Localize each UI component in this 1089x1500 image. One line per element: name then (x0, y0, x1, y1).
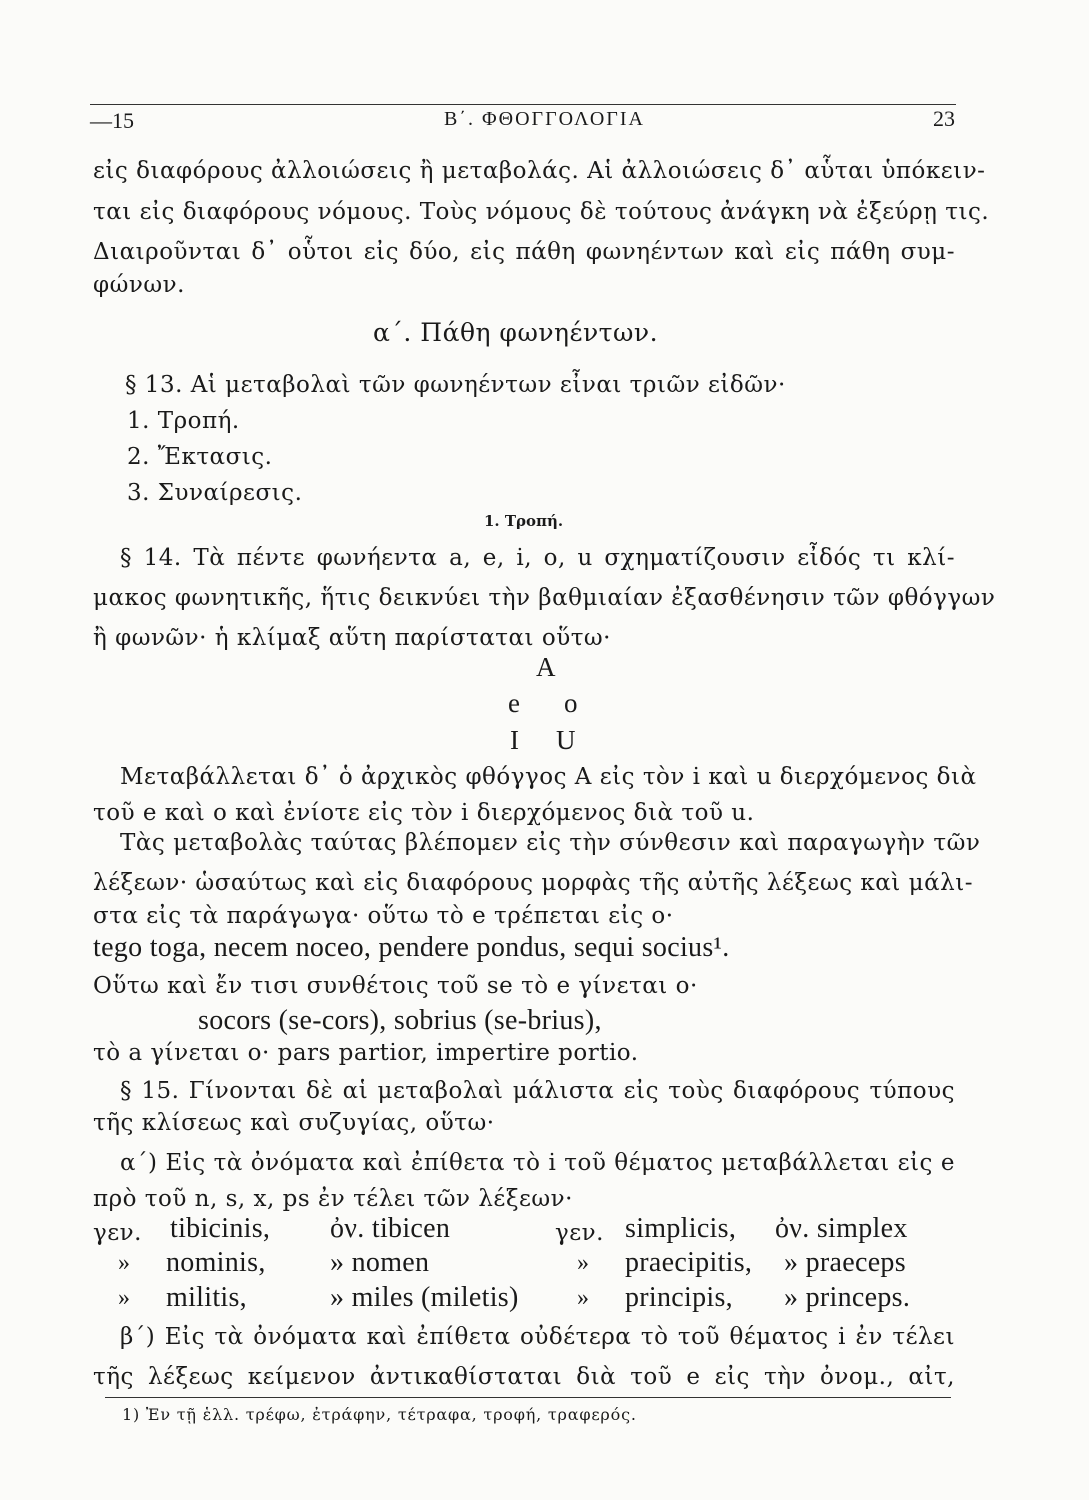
text-line: μακος φωνητικῆς, ἥτις δεικνύει τὴν βαθμιαίαν ἐξασθένησιν τῶν φθόγγων (93, 585, 996, 611)
table-cell: principis, (625, 1282, 733, 1313)
list-item: 1. Τροπή. (127, 408, 240, 434)
table-cell: praecipitis, (625, 1247, 753, 1278)
text-line: β΄) Εἰς τὰ ὀνόματα καὶ ἐπίθετα οὐδέτερα τὸ τοῦ θέματος i ἐν τέλει (120, 1324, 955, 1350)
text-line: τὸ a γίνεται o· pars partior, impertire portio. (93, 1040, 639, 1066)
text-line: Μεταβάλλεται δ᾽ ὁ ἀρχικὸς φθόγγος A εἰς τὸν i καὶ u διερχόμενος διὰ (120, 764, 977, 790)
table-cell: » miles (miletis) (330, 1282, 519, 1313)
table-cell: » (118, 1250, 131, 1276)
table-cell: γεν. (555, 1220, 604, 1246)
text-line: Οὕτω καὶ ἔν τισι συνθέτοις τοῦ se τὸ e γίνεται o· (93, 973, 698, 999)
text-line: τοῦ e καὶ o καὶ ἐνίοτε εἰς τὸν i διερχόμενος διὰ τοῦ u. (93, 800, 755, 826)
text-line: ται εἰς διαφόρους νόμους. Τοὺς νόμους δὲ τούτους ἀνάγκη νὰ ἐξεύρῃ τις. (93, 199, 990, 225)
latin-examples: tego toga, necem noceo, pendere pondus, sequi socius¹. (93, 932, 730, 963)
table-cell: » (577, 1285, 590, 1311)
table-cell: simplicis, (625, 1213, 737, 1244)
page-number: 23 (933, 106, 955, 131)
table-cell: » (118, 1285, 131, 1311)
text-line: φώνων. (93, 272, 185, 298)
table-cell: » princeps. (784, 1282, 911, 1313)
footnote: 1) Ἐν τῇ ἑλλ. τρέφω, ἐτράφην, τέτραφα, τροφή, τραφερός. (122, 1405, 637, 1424)
list-item: 2. Ἔκτασις. (127, 444, 273, 470)
table-cell: ὀν. simplex (775, 1213, 908, 1244)
text-line: στα εἰς τὰ παράγωγα· οὕτω τὸ e τρέπεται εἰς o· (93, 903, 674, 929)
vowel-o: o (564, 688, 578, 718)
footnote-rule (105, 1397, 951, 1398)
vowel-u: U (556, 725, 576, 755)
text-line: Διαιροῦνται δ᾽ οὗτοι εἰς δύο, εἰς πάθη φωνηέντων καὶ εἰς πάθη συμ- (93, 239, 955, 265)
header-rule (90, 104, 956, 105)
vowel-e: e (508, 688, 520, 718)
table-cell: militis, (166, 1282, 247, 1313)
paragraph-15: § 15. Γίνονται δὲ αἱ μεταβολαὶ μάλιστα εἰς τοὺς διαφόρους τύπους (120, 1078, 955, 1104)
text-line: πρὸ τοῦ n, s, x, ps ἐν τέλει τῶν λέξεων· (93, 1186, 573, 1212)
vowel-a: A (536, 652, 556, 682)
table-cell: ὀν. tibicen (330, 1213, 451, 1244)
paragraph-14: § 14. Τὰ πέντε φωνήεντα a, e, i, o, u σχηματίζουσιν εἶδός τι κλί- (120, 545, 955, 571)
paragraph-13: § 13. Αἱ μεταβολαὶ τῶν φωνηέντων εἶναι τριῶν εἰδῶν· (125, 372, 786, 398)
running-header: Β΄. ΦΘΟΓΓΟΛΟΓΙΑ (444, 108, 645, 130)
text-line: α΄) Εἰς τὰ ὀνόματα καὶ ἐπίθετα τὸ i τοῦ θέματος μεταβάλλεται εἰς e (120, 1150, 955, 1176)
table-cell: tibicinis, (170, 1213, 271, 1244)
text-line: ἢ φωνῶν· ἡ κλίμαξ αὕτη παρίσταται οὕτω· (93, 625, 611, 651)
table-cell: nominis, (166, 1247, 266, 1278)
text-line: τῆς κλίσεως καὶ συζυγίας, οὕτω· (93, 1110, 495, 1136)
text-line: λέξεων· ὡσαύτως καὶ εἰς διαφόρους μορφὰς τῆς αὐτῆς λέξεως καὶ μάλι- (93, 870, 973, 896)
latin-examples: socors (se-cors), sobrius (se-brius), (198, 1005, 602, 1036)
table-cell: » nomen (330, 1247, 430, 1278)
list-item: 3. Συναίρεσις. (127, 480, 303, 506)
vowel-i: I (510, 725, 519, 755)
text-line: εἰς διαφόρους ἀλλοιώσεις ἢ μεταβολάς. Αἱ ἀλλοιώσεις δ᾽ αὗται ὑπόκειν- (93, 158, 986, 184)
section-subheading: α΄. Πάθη φωνηέντων. (373, 318, 659, 347)
table-cell: » praeceps (784, 1247, 906, 1278)
small-heading: 1. Τροπή. (484, 512, 564, 530)
table-cell: » (577, 1250, 590, 1276)
text-line: Τὰς μεταβολὰς ταύτας βλέπομεν εἰς τὴν σύνθεσιν καὶ παραγωγὴν τῶν (120, 830, 981, 856)
text-line: τῆς λέξεως κείμενον ἀντικαθίσταται διὰ τοῦ e εἰς τὴν ὀνομ., αἰτ, (93, 1364, 955, 1390)
page-section-number: —15 (90, 108, 134, 133)
table-cell: γεν. (93, 1220, 142, 1246)
